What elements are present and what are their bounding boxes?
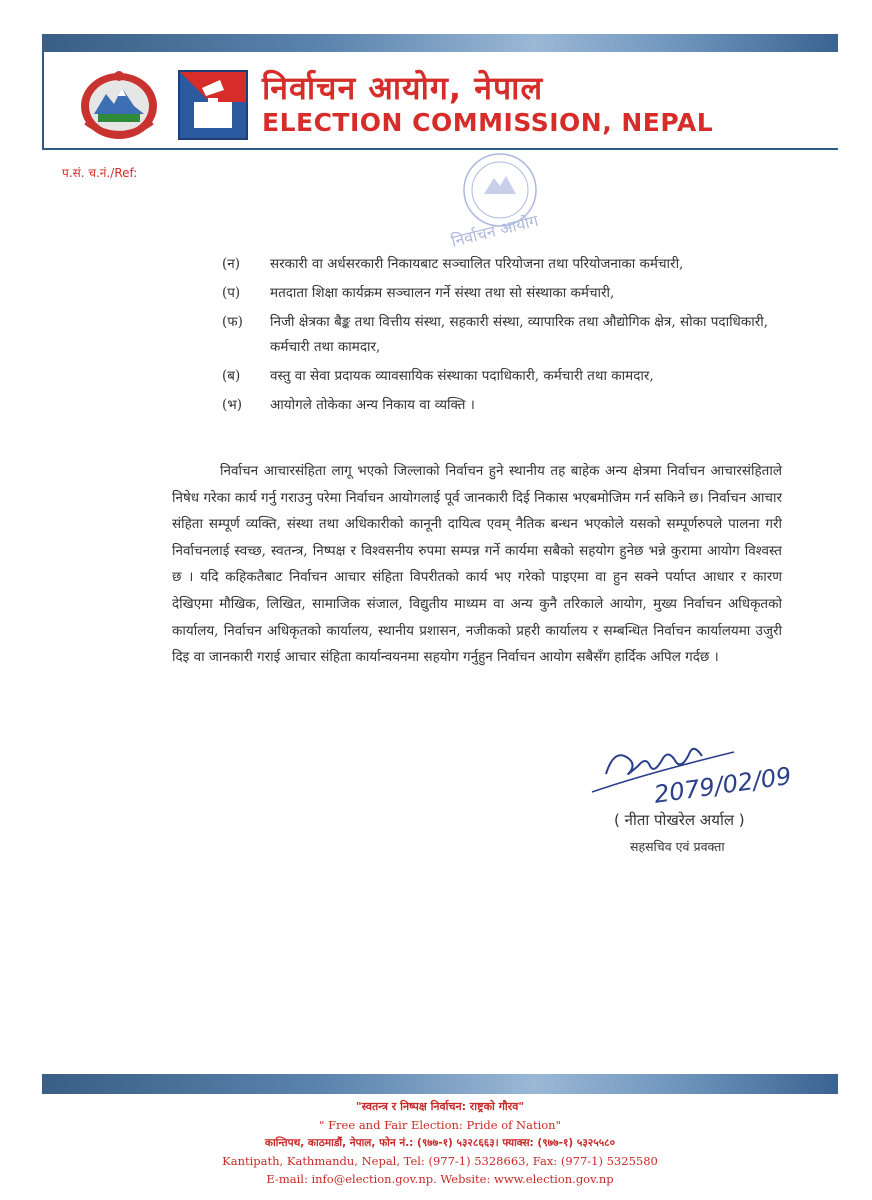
header-title-english: ELECTION COMMISSION, NEPAL: [262, 108, 714, 137]
handwritten-date: 2079/02/09: [652, 761, 794, 809]
footer-band: [42, 1074, 838, 1094]
reference-label: प.सं. च.नं./Ref:: [62, 166, 138, 180]
list-item-text: आयोगले तोकेका अन्य निकाय वा व्यक्ति ।: [270, 397, 475, 413]
list-marker: (फ): [222, 314, 243, 330]
footer-slogan-english: " Free and Fair Election: Pride of Nation": [319, 1118, 561, 1132]
footer-contact: E-mail: info@election.gov.np. Website: www.election.gov.np: [266, 1172, 614, 1186]
list-marker: (भ): [222, 397, 243, 413]
nepal-emblem-icon: [76, 66, 162, 142]
footer-slogan-nepali: "स्वतन्त्र र निष्पक्ष निर्वाचन: राष्ट्रको गौरव": [355, 1100, 525, 1113]
header-title-nepali: निर्वाचन आयोग, नेपाल: [262, 69, 544, 107]
election-commission-logo-icon: [178, 70, 248, 140]
body-paragraph: निर्वाचन आचारसंहिता लागू भएको जिल्लाको निर्वाचन हुने स्थानीय तह बाहेक अन्य क्षेत्रमा निर्वाचन आचारसंहिताले निषेध गरेका कार्य गर्नु गराउनु परेमा निर्वाचन आयोगलाई पूर्व जानकारी दिई निकास भएबमोजिम गर्न सकिने छ। निर्वाचन आचार संहिता सम्पूर्ण व्यक्ति, संस्था तथा अधिकारीको कानूनी दायित्व एवम् नैतिक बन्धन भएकोले यसको सम्पूर्णरुपले पालना गरी निर्वाचनलाई स्वच्छ, स्वतन्त्र, निष्पक्ष र विश्वसनीय रुपमा सम्पन्न गर्ने कार्यमा सबैको सहयोग हुनेछ भन्ने कुरामा आयोग विश्वस्त छ । यदि कहिकतैबाट निर्वाचन आचार संहिता विपरीतको कार्य भए गरेको पाइएमा वा हुन सक्ने पर्याप्त आधार र कारण देखिएमा मौखिक, लिखित, सामाजिक संजाल, विद्युतीय माध्यम वा अन्य कुनै तरिकाले आयोग, मुख्य निर्वाचन अधिकृतको कार्यालय, निर्वाचन अधिकृतको कार्यालय, स्थानीय प्रशासन, नजीकको प्रहरी कार्यालय र सम्बन्धित निर्वाचन कार्यालयमा उजुरी दिइ वा जानकारी गराई आचार संहिता कार्यान्वयनमा सहयोग गर्नुहुन निर्वाचन आयोग सबैसँग हार्दिक अपिल गर्दछ ।: [172, 463, 782, 666]
list-item: [222, 310, 782, 360]
footer: [42, 1098, 838, 1188]
header-band: [42, 34, 838, 52]
list-item-text: मतदाता शिक्षा कार्यक्रम सञ्चालन गर्ने संस्था तथा सो संस्थाका कर्मचारी,: [270, 285, 615, 301]
list-item-text: वस्तु वा सेवा प्रदायक व्यावसायिक संस्थाका पदाधिकारी, कर्मचारी तथा कामदार,: [270, 368, 654, 384]
list-item-text: निजी क्षेत्रका बैङ्क तथा वित्तीय संस्था, सहकारी संस्था, व्यापारिक तथा औद्योगिक क्षेत्र, सोका पदाधिकारी, कर्मचारी तथा कामदार,: [270, 314, 769, 355]
list-item: [222, 252, 782, 277]
list-item-text: सरकारी वा अर्धसरकारी निकायबाट सञ्चालित परियोजना तथा परियोजनाका कर्मचारी,: [270, 256, 684, 272]
list-marker: (न): [222, 256, 241, 272]
list-item: [222, 393, 782, 418]
signatory-name: ( नीता पोखरेल अर्याल ): [614, 811, 745, 829]
footer-address-nepali: कान्तिपथ, काठमाडौं, नेपाल, फोन नं.: (९७७-१) ५३२८६६३। फ्याक्स: (९७७-१) ५३२५५८०: [264, 1137, 616, 1149]
list-marker: (प): [222, 285, 241, 301]
official-stamp-icon: [438, 150, 554, 254]
list-item: [222, 281, 782, 306]
entity-list: [222, 252, 782, 422]
footer-address-english: Kantipath, Kathmandu, Nepal, Tel: (977-1) 5328663, Fax: (977-1) 5325580: [222, 1154, 658, 1168]
handwritten-signature: [584, 712, 804, 812]
stamp-text: निर्वाचन आयोग: [449, 210, 541, 251]
list-item: [222, 364, 782, 389]
list-marker: (ब): [222, 368, 241, 384]
signatory-title: सहसचिव एवं प्रवक्ता: [630, 839, 725, 854]
